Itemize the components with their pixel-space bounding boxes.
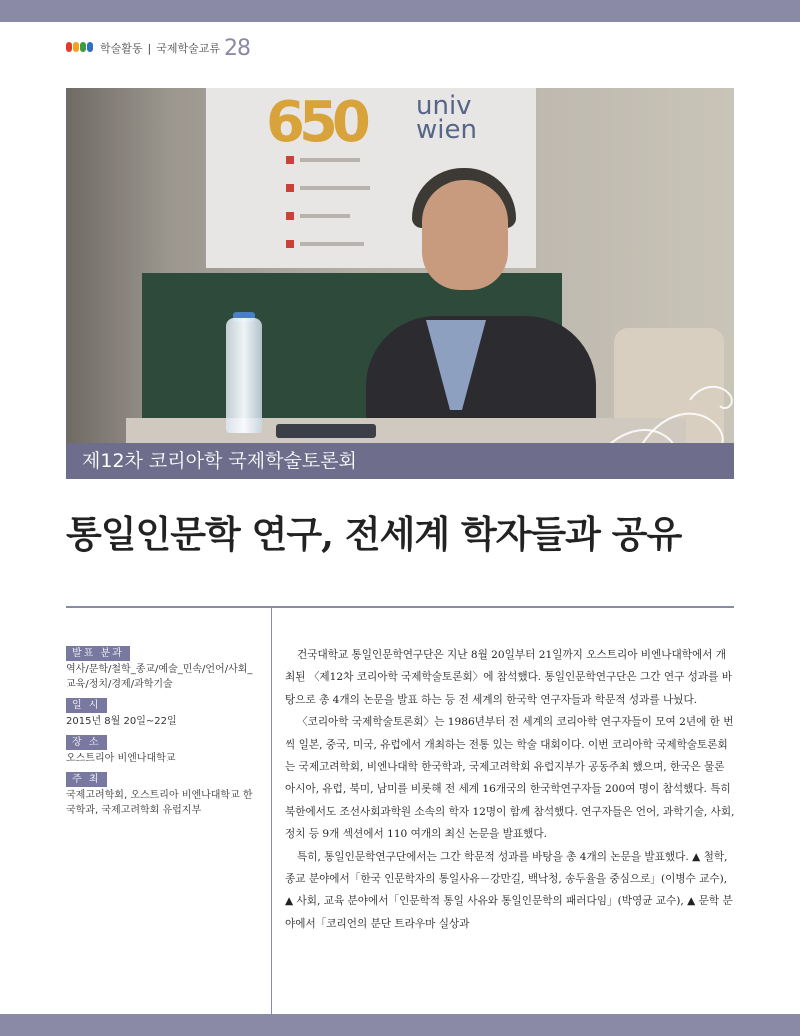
logo-dot-orange (73, 42, 79, 52)
date-label: 일 시 (66, 698, 107, 713)
place-label: 장 소 (66, 735, 107, 750)
logo-dot-blue (87, 42, 93, 52)
event-title: 제12차 코리아학 국제학술토론회 (82, 450, 357, 472)
place-value: 오스트리아 비엔나대학교 (66, 753, 176, 764)
host-value: 국제고려학회, 오스트리아 비엔나대학교 한국학과, 국제고려학회 유럽지부 (66, 790, 253, 816)
logo-icon (66, 42, 94, 54)
section-label: 학술활동 (100, 42, 143, 55)
presentation-value: 역사/문학/철학_종교/예술_민속/언어/사회_교육/정치/경제/과학기술 (66, 664, 253, 690)
bottom-band (0, 1014, 800, 1036)
subsection-label: 국제학술교류 (156, 42, 220, 55)
water-bottle (226, 318, 262, 433)
screen-wordmark (416, 91, 477, 145)
screen-wordmark-line-1: univ (416, 91, 472, 121)
page-header (66, 34, 250, 62)
page-number: 28 (224, 35, 250, 61)
paragraph-1: 건국대학교 통일인문학연구단은 지난 8월 20일부터 21일까지 오스트리아 비엔나대학에서 개최된 〈제12차 코리아학 국제학술토론회〉에 참석했다. 통일인문학연구단은 그간 연구 성과를 바탕으로 총 4개의 논문을 발표 하는 등 전 세계의 한국학 연구자들과 학문적 성과를 나눴다. (285, 649, 732, 706)
paragraph-3: 특히, 통일인문학연구단에서는 그간 학문적 성과를 바탕을 총 4개의 논문을 발표했다. ▲ 철학, 종교 분야에서「한국 인문학자의 통일사유－강만길, 백낙청, 송두율을 중심으로」(이병수 교수), ▲ 사회, 교육 분야에서「인문학적 통일 사유와 통일인문학의 패러다임」(박영균 교수), ▲ 문학 분야에서「코리언의 분단 트라우마 실상과 (285, 850, 733, 930)
top-band (0, 0, 800, 22)
event-info-sidebar (66, 640, 262, 818)
header-separator: | (147, 41, 152, 55)
screen-wordmark-line-2: wien (416, 115, 477, 145)
headline-divider (66, 606, 734, 608)
host-label: 주 최 (66, 772, 107, 787)
presentation-label: 발표 분과 (66, 646, 130, 661)
date-value: 2015년 8월 20일~22일 (66, 716, 177, 727)
speaker-head (422, 180, 508, 290)
article-headline: 통일인문학 연구, 전세계 학자들과 공유 (66, 512, 682, 556)
screen-logo-text: 650 (266, 90, 365, 155)
logo-dot-red (66, 42, 72, 52)
column-divider (271, 608, 272, 1014)
laptop (276, 424, 376, 438)
article-body (285, 644, 735, 935)
logo-dot-green (80, 42, 86, 52)
paragraph-2: 〈코리아학 국제학술토론회〉는 1986년부터 전 세계의 코리아학 연구자들이 모여 2년에 한 번씩 일본, 중국, 미국, 유럽에서 개최하는 전통 있는 학술 대회이다. 이번 코리아학 국제학술토론회는 국제고려학회, 비엔나대학 한국학과, 국제고려학회 유럽지부가 공동주최 했으며, 한국은 물론 아시아, 유럽, 북미, 남미를 비롯해 전 세계 16개국의 한국학연구자들 200여 명이 참석했다. 특히 북한에서도 조선사회과학원 소속의 학자 12명이 함께 참석했다. 연구자들은 언어, 과학기술, 사회, 정치 등 9개 섹션에서 110 여개의 최신 논문을 발표했다. (285, 716, 735, 841)
